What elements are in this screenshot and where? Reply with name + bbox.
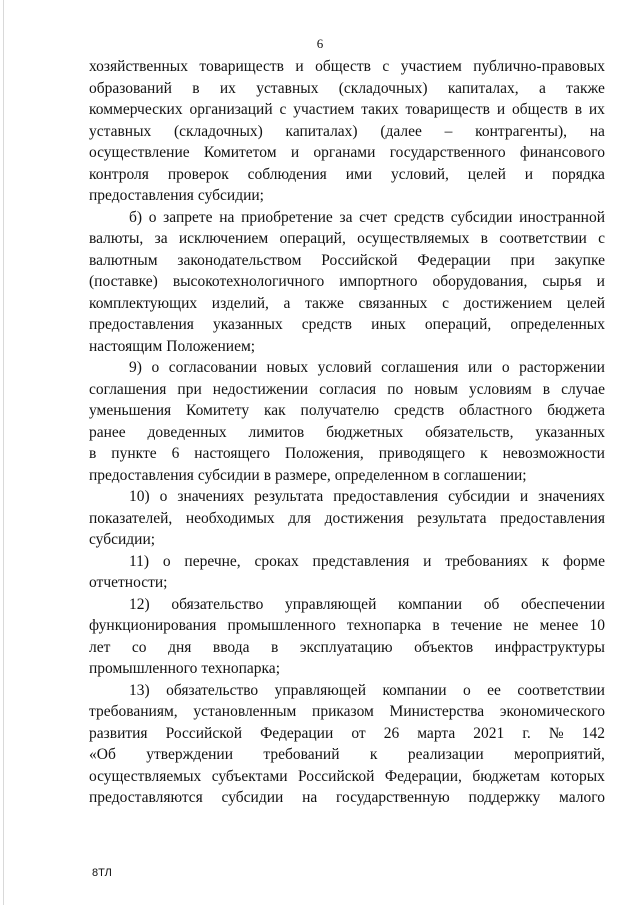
text-line: 13) обязательство управляющей компании о ее соответствии [129,681,605,699]
text-line: требованиям, установленным приказом Министерства экономического [89,703,605,720]
text-line: в пункте 6 настоящего Положения, приводящего к невозможности [89,445,605,462]
text-line: коммерческих организаций с участием таких товариществ и обществ в их [89,101,605,118]
text-line: 10) о значениях результата предоставления субсидии и значениях [129,488,605,505]
text-line: «Об утверждении требований к реализации мероприятий, [89,746,605,763]
text-line: предоставления субсидии; [89,187,264,204]
text-line: валютным законодательством Российской Федерации при закупке [89,251,605,269]
text-line: показателей, необходимых для достижения результата предоставления [89,509,605,527]
text-line: соглашения при недостижении согласия по новым условиям в случае [89,380,605,398]
page-edge [3,0,4,905]
text-line: настоящим Положением; [89,337,256,355]
text-line: уставных (складочных) капиталах) (далее – контрагенты), на [89,122,605,140]
text-line: 9) о согласовании новых условий соглашения или о расторжении [129,359,605,376]
text-line: хозяйственных товариществ и обществ с участием публично-правовых [89,58,605,75]
text-line: ранее доведенных лимитов бюджетных обязательств, указанных [89,423,605,441]
text-line: осуществляемых субъектами Российской Федерации, бюджетам которых [89,767,605,785]
footer-code: 8ТЛ [92,867,112,879]
text-line: 12) обязательство управляющей компании об обеспечении [129,595,605,613]
text-line: контроля проверок соблюдения ими условий, целей и порядка [89,165,605,183]
text-line: функционирования промышленного технопарка в течение не менее 10 [89,617,605,634]
text-line: развития Российской Федерации от 26 марта 2021 г. № 142 [89,724,605,742]
text-line: осуществление Комитетом и органами государственного финансового [89,144,605,161]
text-line: предоставления субсидии в размере, определенном в соглашении; [89,466,527,484]
text-line: валюты, за исключением операций, осуществляемых в соответствии с [89,230,605,247]
text-line: б) о запрете на приобретение за счет средств субсидии иностранной [129,208,605,226]
text-line: субсидии; [89,531,156,548]
text-line: уменьшения Комитету как получателю средств областного бюджета [89,402,605,419]
document-body [89,56,605,809]
text-line: 11) о перечне, сроках представления и требованиях к форме [129,552,605,570]
text-line: комплектующих изделий, а также связанных с достижением целей [89,294,605,312]
text-line: (поставке) высокотехнологичного импортного оборудования, сырья и [89,273,605,290]
text-line: предоставления указанных средств иных операций, определенных [89,316,605,333]
text-line: лет со дня ввода в эксплуатацию объектов инфраструктуры [89,638,605,656]
text-line: промышленного технопарка; [89,660,280,677]
text-line: образований в их уставных (складочных) капиталах, а также [89,79,605,97]
text-line: отчетности; [89,574,168,591]
page-number: 6 [316,36,324,51]
text-line: предоставляются субсидии на государственную поддержку малого [89,789,605,806]
